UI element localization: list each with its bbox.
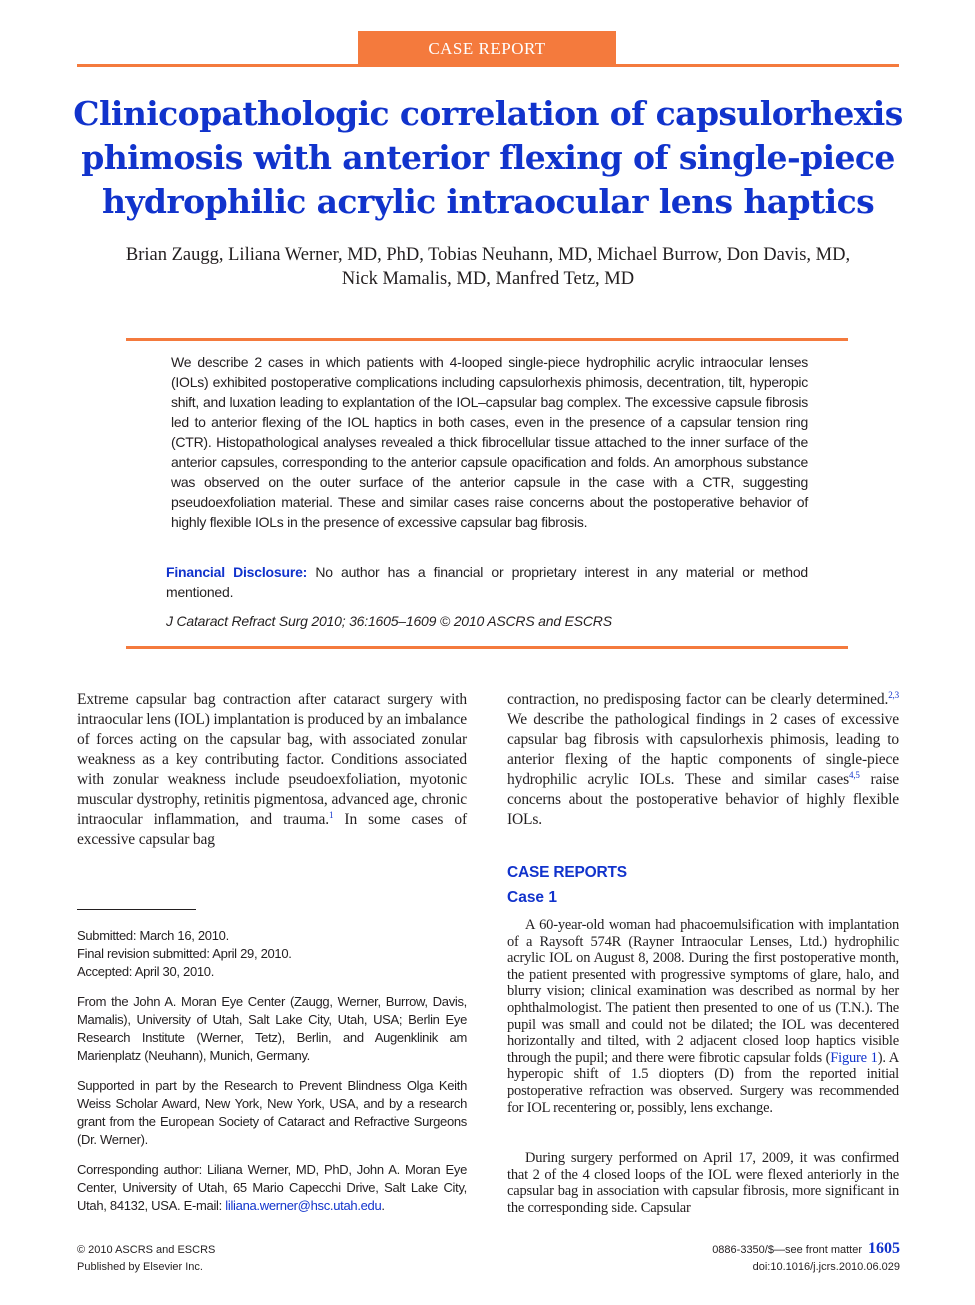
- case1-paragraph-2: During surgery performed on April 17, 2009, it was confirmed that 2 of the 4 closed loops of the IOL were flexed anteriorly in the capsular bag in association with capsular fibrosis, more significant in the corresponding side. Capsular: [507, 1150, 899, 1216]
- abstract-text: We describe 2 cases in which patients with 4-looped single-piece hydrophilic acrylic intraocular lenses (IOLs) exhibited postoperative complications including capsulorhexis phimosis, decentration, tilt, hyperopic shift, and luxation leading to explantation of the IOL–capsular bag complex. The excessive capsule fibrosis led to anterior flexing of the IOL haptics in both cases, even in the presence of a capsular tension ring (CTR). Histopathological analyses revealed a thick fibrocellular tissue attached to the inner surface of the anterior capsules, corresponding to the anterior capsule opacification and folds. An amorphous substance was observed on the outer surface of the anterior capsule in the case with a CTR, suggesting pseudoexfoliation material. These and similar cases raise concerns about the postoperative behavior of highly flexible IOLs in the presence of excessive capsular bag fibrosis.: [171, 354, 808, 530]
- figure-link[interactable]: Figure 1: [830, 1049, 878, 1066]
- submitted-date: Submitted: March 16, 2010.: [77, 928, 229, 943]
- para-text: A 60-year-old woman had phacoemulsification with implantation of a Raysoft 574R (Rayner Intraocular Lenses, Ltd.) hydrophilic acrylic IOL on August 8, 2008. During the first postoperative month, the patient presented with progressive symptoms of glare, halo, and blurry vision; clinical examination was described as normal by her ophthalmologist. The patient then presented to one of us (T.N.). The pupil was small and could not be dilated; the IOL was decentered horizontally and tilted, with 2 adjacent closed loop haptics visible through the pupil; and there were fibrotic capsular folds (: [507, 917, 899, 1066]
- footer-right: [712, 1240, 900, 1276]
- footnote-support: Supported in part by the Research to Prevent Blindness Olga Keith Weiss Scholar Award, New York, New York, USA, and by a research grant from the European Society of Cataract and Refractive Surgeons (Dr. Werner).: [77, 1078, 467, 1147]
- title-line: Clinicopathologic correlation of capsulorhexis: [73, 94, 903, 133]
- copyright: © 2010 ASCRS and ESCRS: [77, 1244, 216, 1256]
- doi: doi:10.1016/j.jcrs.2010.06.029: [752, 1261, 900, 1273]
- title-line: hydrophilic acrylic intraocular lens haptics: [101, 182, 875, 221]
- intro-paragraph-continued: [507, 690, 899, 830]
- page-number: 1605: [868, 1240, 900, 1257]
- footer-left: [77, 1242, 215, 1276]
- footnote-affiliation: From the John A. Moran Eye Center (Zaugg, Werner, Burrow, Davis, Mamalis), University of Utah, Salt Lake City, Utah, USA; Berlin Eye Research Institute (Werner, Tetz), Berlin, and Augenklinik am Marienplatz (Neuhann), Munich, Germany.: [77, 994, 467, 1063]
- issn: 0886-3350/$—see front matter: [712, 1244, 862, 1256]
- title-line: phimosis with anterior flexing of single-piece: [81, 138, 895, 177]
- reference-link[interactable]: 4,5: [848, 769, 860, 780]
- intro-paragraph: [77, 690, 467, 850]
- author-line: Nick Mamalis, MD, Manfred Tetz, MD: [341, 269, 635, 289]
- abstract-top-rule: [126, 338, 848, 341]
- author-line: Brian Zaugg, Liliana Werner, MD, PhD, Tobias Neuhann, MD, Michael Burrow, Don Davis, MD,: [125, 245, 851, 265]
- corresponding-end: .: [381, 1198, 385, 1213]
- intro-text-continued: In some cases of excessive capsular bag: [77, 811, 467, 848]
- publisher: Published by Elsevier Inc.: [77, 1261, 203, 1273]
- reference-link[interactable]: 2,3: [888, 689, 899, 700]
- para-text: raise concerns about the postoperative behavior of highly flexible IOLs.: [507, 771, 899, 828]
- subsection-heading: Case 1: [507, 889, 557, 906]
- para-text: We describe the pathological findings in 2 cases of excessive capsular bag fibrosis with capsulorhexis phimosis, leading to anterior flexing of the haptic components of single-piece hydrophilic acrylic IOLs. These and similar cases: [507, 711, 899, 788]
- disclosure-label: Financial Disclosure:: [166, 564, 308, 580]
- reference-link[interactable]: 1: [328, 809, 334, 820]
- footnote-corresponding: [77, 1161, 467, 1215]
- para-text: contraction, no predisposing factor can be clearly determined.: [507, 691, 889, 708]
- accepted-date: Accepted: April 30, 2010.: [77, 964, 215, 979]
- disclosure-text: No author has a financial or proprietary interest in any material or method mentioned.: [166, 564, 808, 600]
- article-title: [60, 92, 916, 224]
- section-heading: CASE REPORTS: [507, 864, 627, 881]
- footnote-divider: [77, 909, 196, 910]
- case1-paragraph: [507, 917, 899, 1116]
- revision-date: Final revision submitted: April 29, 2010.: [77, 946, 292, 961]
- footnote-dates: [77, 927, 467, 981]
- financial-disclosure: [166, 562, 808, 602]
- author-list: [60, 243, 916, 291]
- corresponding-text: Corresponding author: Liliana Werner, MD, PhD, John A. Moran Eye Center, University of Utah, 65 Mario Capecchi Drive, Salt Lake City, Utah, 84132, USA. E-mail:: [77, 1162, 467, 1213]
- email-link[interactable]: liliana.werner@hsc.utah.edu: [225, 1198, 382, 1213]
- para-text: ). A hyperopic shift of 1.5 diopters (D) from the reported initial postoperative refraction was observed. Surgery was recommended for IOL recentering or, possibly, lens exchange.: [507, 1049, 899, 1116]
- intro-text: Extreme capsular bag contraction after cataract surgery with intraocular lens (IOL) implantation is produced by an imbalance of forces acting on the capsular bag, with associated zonular weakness as a key contributing factor. Conditions associated with zonular weakness include pseudoexfoliation, myotonic muscular dystrophy, retinitis pigmentosa, advanced age, chronic intraocular inflammation, and trauma.: [77, 691, 467, 828]
- abstract-bottom-rule: [126, 646, 848, 649]
- section-tab: CASE REPORT: [358, 31, 616, 67]
- journal-citation: J Cataract Refract Surg 2010; 36:1605–1609 © 2010 ASCRS and ESCRS: [166, 613, 612, 629]
